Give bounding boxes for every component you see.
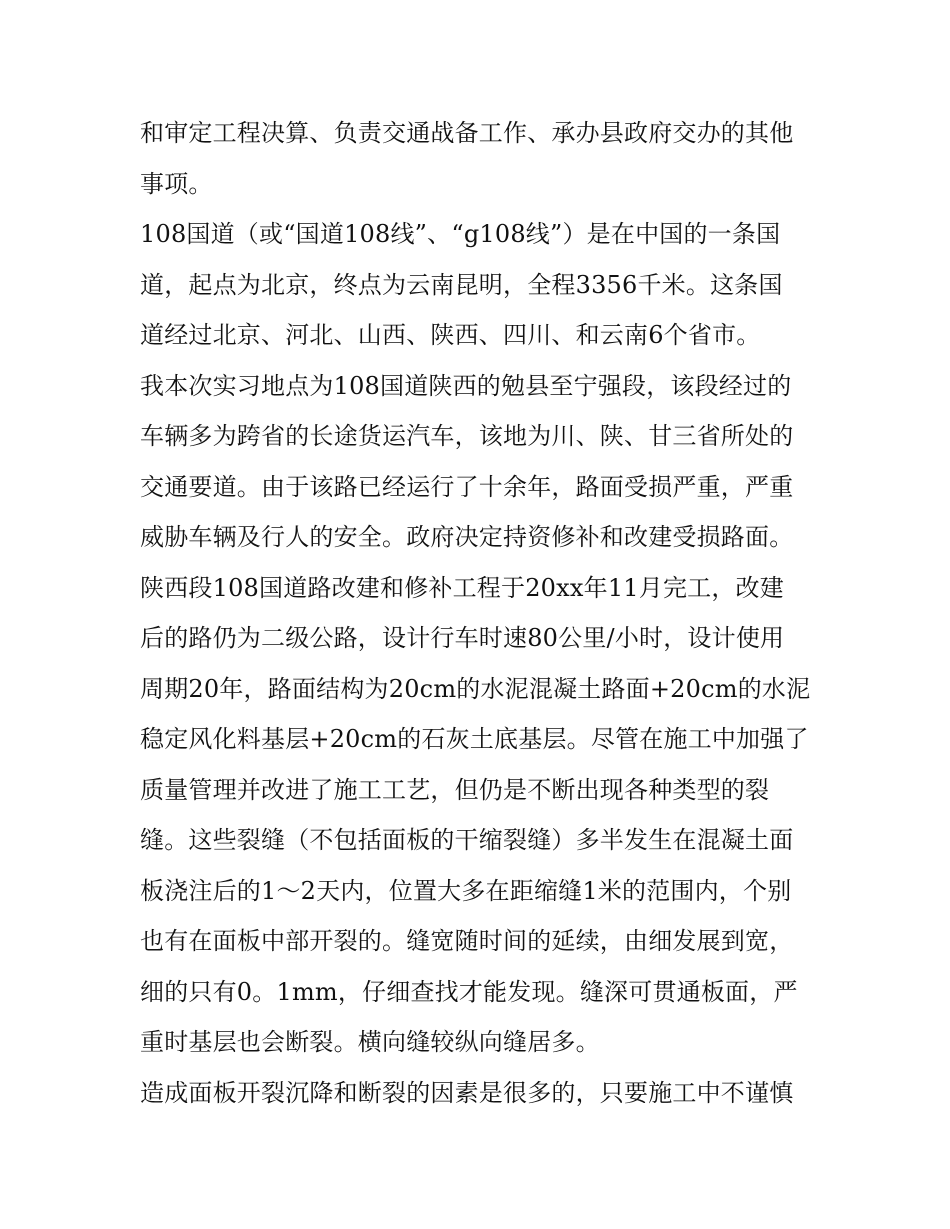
text-line: 造成面板开裂沉降和断裂的因素是很多的，只要施工中不谨慎 <box>140 1078 794 1107</box>
paragraph <box>140 209 820 361</box>
text-line: 108国道（或“国道108线”、“g108线”）是在中国的一条国 <box>140 220 781 248</box>
paragraph <box>140 1068 820 1119</box>
text-line: 重时基层也会断裂。横向缝较纵向缝居多。 <box>140 1028 600 1056</box>
text-line: 交通要道。由于该路已经运行了十余年，路面受损严重，严重 <box>140 472 794 501</box>
text-line: 道，起点为北京，终点为云南昆明，全程3356千米。这条国 <box>140 270 783 299</box>
text-line: 缝。这些裂缝（不包括面板的干缩裂缝）多半发生在混凝土面 <box>140 826 794 854</box>
text-line: 细的只有0。1mm，仔细查找才能发现。缝深可贯通板面，严 <box>140 977 798 1006</box>
paragraph <box>140 108 820 209</box>
text-line: 后的路仍为二级公路，设计行车时速80公里/小时，设计使用 <box>140 624 785 652</box>
text-line: 道经过北京、河北、山西、陕西、四川、和云南6个省市。 <box>140 321 761 349</box>
text-line: 稳定风化料基层+20cm的石灰土底基层。尽管在施工中加强了 <box>140 725 809 753</box>
text-line: 威胁车辆及行人的安全。政府决定持资修补和改建受损路面。 <box>140 523 794 551</box>
text-line: 周期20年，路面结构为20cm的水泥混凝土路面+20cm的水泥 <box>140 674 811 703</box>
text-line: 也有在面板中部开裂的。缝宽随时间的延续，由细发展到宽， <box>140 927 794 955</box>
body-text <box>140 108 820 1118</box>
text-line: 质量管理并改进了施工工艺，但仍是不断出现各种类型的裂 <box>140 775 770 804</box>
paragraph <box>140 563 820 1068</box>
text-line: 板浇注后的1～2天内，位置大多在距缩缝1米的范围内，个别 <box>140 876 792 905</box>
paragraph <box>140 361 820 563</box>
text-line: 和审定工程决算、负责交通战备工作、承办县政府交办的其他 <box>140 119 794 147</box>
text-line: 车辆多为跨省的长途货运汽车，该地为川、陕、甘三省所处的 <box>140 422 794 450</box>
text-line: 陕西段108国道路改建和修补工程于20xx年11月完工，改建 <box>140 573 784 602</box>
text-line: 我本次实习地点为108国道陕西的勉县至宁强段，该段经过的 <box>140 371 792 400</box>
text-line: 事项。 <box>140 169 213 198</box>
